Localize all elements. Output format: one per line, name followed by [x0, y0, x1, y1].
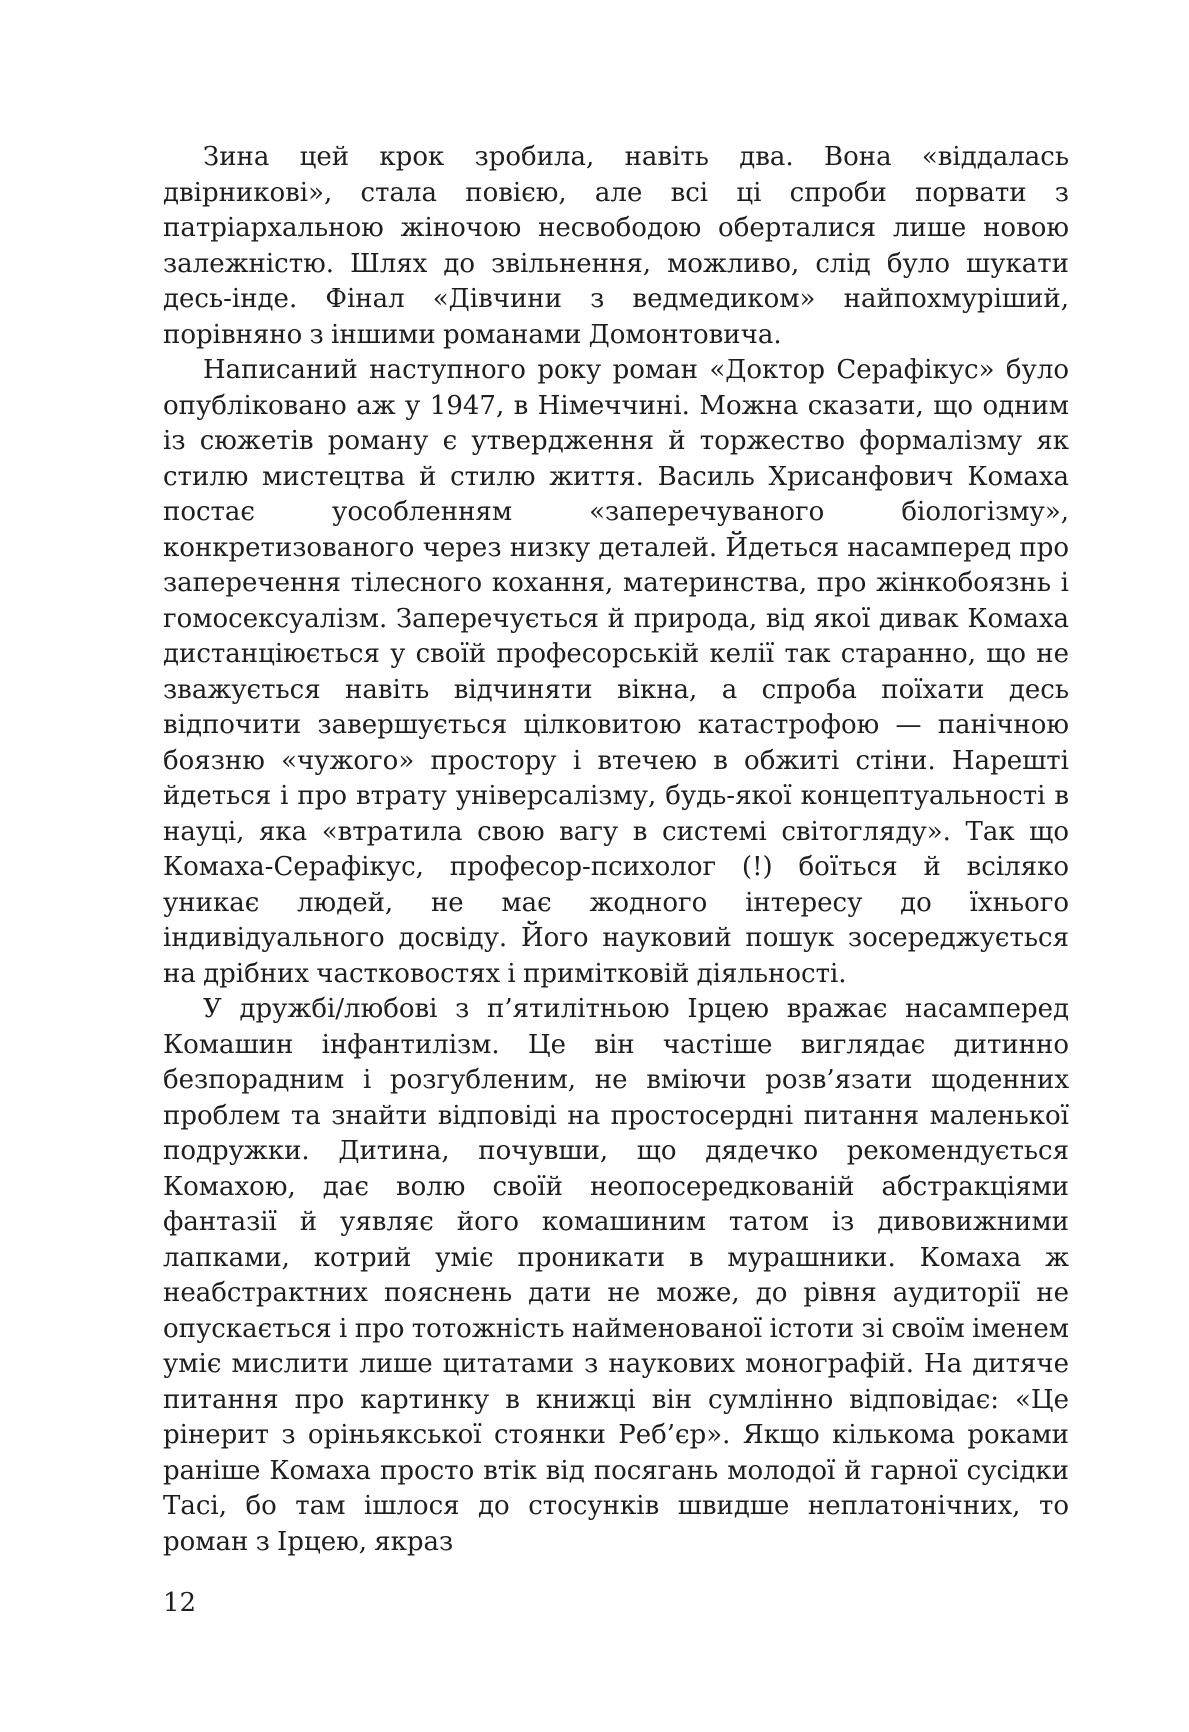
paragraph-1: Зина цей крок зробила, навіть два. Вона «віддалась двірникові», стала повією, але всі ці спроби порвати з патріархальною жіночою несвободою оберталися лише новою залежністю. Шлях до звільнення, можливо, слід було шукати десь-інде. Фінал «Дівчини з ведмедиком» найпохмуріший, порівняно з іншими романами Домонтовича. — [163, 142, 1069, 350]
paragraph-2: Написаний наступного року роман «Доктор Серафікус» було опубліковано аж у 1947, в Німеччині. Можна сказати, що одним із сюжетів роману є утвердження й торжество формалізму як стилю мистецтва й стилю життя. Василь Хрисанфович Комаха постає уособленням «заперечуваного біологізму», конкретизованого через низку деталей. Йдеться насамперед про заперечення тілесного кохання, материнства, про жінкобоязнь і гомосексуалізм. Заперечується й природа, від якої дивак Комаха дистанціюється у своїй професорській келії так старанно, що не зважується навіть відчиняти вікна, а спроба поїхати десь відпочити завершується цілковитою катастрофою — панічною боязню «чужого» простору і втечею в обжиті стіни. Нарешті йдеться і про втрату універсалізму, будь-якої концептуальності в науці, яка «втратила свою вагу в системі світогляду». Так що Комаха-Серафікус, професор-психолог (!) боїться й всіляко уникає людей, не має жодного інтересу до їхнього індивідуального досвіду. Його науковий пошук зосереджується на дрібних частковостях і примітковій діяльності. — [163, 355, 1069, 989]
paragraph-3: У дружбі/любові з п’ятилітньою Ірцею вражає насамперед Комашин інфантилізм. Це він частіше виглядає дитинно безпорадним і розгубленим, не вміючи розв’язати щоденних проблем та знайти відповіді на простосердні питання маленької подружки. Дитина, почувши, що дядечко рекомендується Комахою, дає волю своїй неопосередкованій абстракціями фантазії й уявляє його комашиним татом із дивовижними лапками, котрий уміє проникати в мурашники. Комаха ж неабстрактних пояснень дати не може, до рівня аудиторії не опускається і про тотожність найменованої істоти зі своїм іменем уміє мислити лише цитатами з наукових монографій. На дитяче питання про картинку в книжці він сумлінно відповідає: «Це рінерит з оріньякської стоянки Реб’єр». Якщо кількома роками раніше Комаха просто втік від посягань молодої й гарної сусідки Тасі, бо там ішлося до стосунків швидше неплатонічних, то роман з Ірцею, якраз — [163, 994, 1069, 1557]
page-number: 12 — [163, 1588, 197, 1618]
body-text — [163, 140, 1069, 1560]
